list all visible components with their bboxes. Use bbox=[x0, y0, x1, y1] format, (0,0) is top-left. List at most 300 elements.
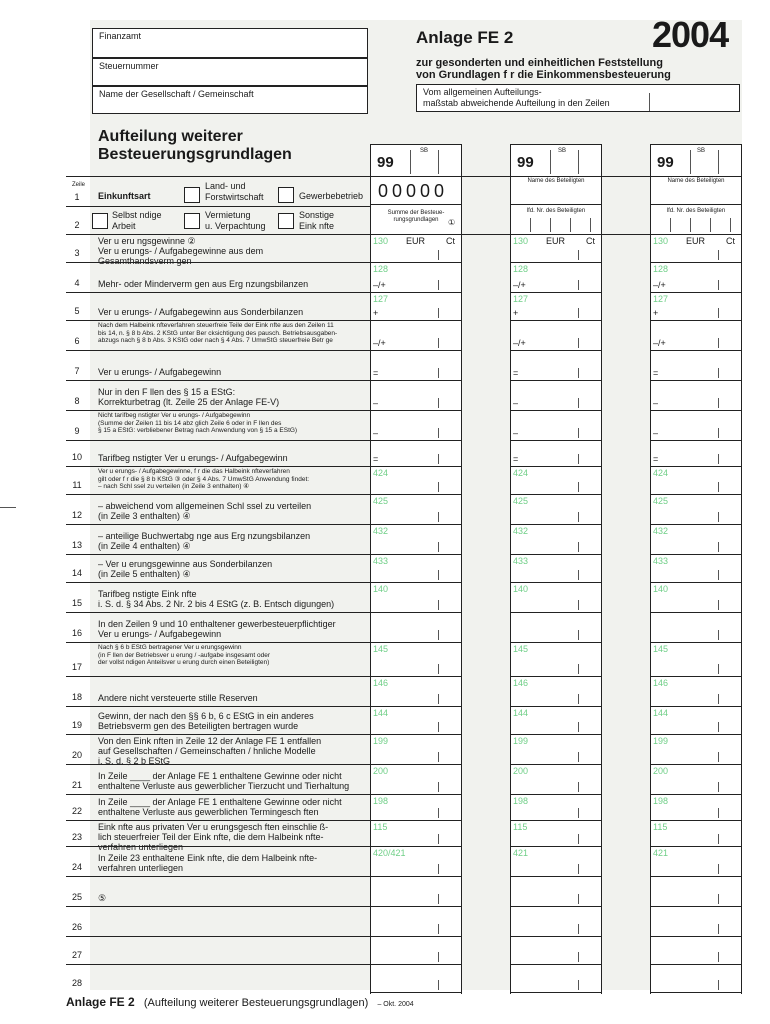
checkbox-selbstaendige[interactable] bbox=[92, 213, 108, 229]
field-code: 425 bbox=[653, 496, 669, 506]
row-number: 15 bbox=[71, 598, 82, 608]
row-label: – abweichend vom allgemeinen Schl ssel zu verteilen (in Zeile 3 enthalten) ④ bbox=[98, 501, 312, 521]
cent-divider bbox=[718, 512, 719, 522]
operator-symbol: = bbox=[653, 368, 659, 378]
currency-label: EUR bbox=[686, 236, 706, 246]
cent-divider bbox=[718, 428, 719, 438]
cent-divider bbox=[438, 338, 439, 348]
row-label: Nicht tarifbeg nstigter Ver u erungs- / Aufgabegewinn (Summe der Zeilen 11 bis 14 abz glich Zeile 6 oder in F llen des § 15 a EStG: verbliebener Betrag nach Anwendung von § 15 a EStG) bbox=[98, 412, 298, 434]
row-label: Eink nfte aus privaten Ver u erungsgesch ften einschlie ß- lich steuerfreier Teil der Eink nfte, die dem Halbeink nfte- verfahren unterliegen bbox=[98, 822, 329, 852]
field-code: 140 bbox=[653, 584, 669, 594]
cent-divider bbox=[438, 630, 439, 640]
field-code: 424 bbox=[373, 468, 389, 478]
cent-divider bbox=[718, 664, 719, 674]
row-number: 21 bbox=[71, 780, 82, 790]
cent-divider bbox=[718, 454, 719, 464]
cent-divider bbox=[438, 250, 439, 260]
cent-divider bbox=[438, 482, 439, 492]
cent-divider bbox=[718, 694, 719, 704]
cent-divider bbox=[718, 280, 719, 290]
field-code: 127 bbox=[373, 294, 389, 304]
operator-symbol: = bbox=[513, 454, 519, 464]
operator-symbol: – bbox=[513, 398, 519, 408]
operator-symbol: = bbox=[653, 454, 659, 464]
code-digits: 00000 bbox=[378, 181, 449, 201]
cent-divider bbox=[438, 280, 439, 290]
amount-input[interactable] bbox=[650, 964, 742, 992]
field-code: 421 bbox=[513, 848, 529, 858]
row-divider bbox=[66, 794, 370, 795]
field-code: 433 bbox=[653, 556, 669, 566]
amount-input[interactable] bbox=[370, 906, 462, 936]
row-number: 1 bbox=[74, 192, 80, 202]
cent-divider bbox=[438, 782, 439, 792]
row-number: 7 bbox=[74, 366, 80, 376]
row-label: – anteilige Buchwertabg nge aus Erg nzungsbilanzen (in Zeile 4 enthalten) ④ bbox=[98, 531, 311, 551]
code-99: 99 bbox=[657, 154, 674, 171]
field-code: 115 bbox=[653, 822, 668, 832]
cent-divider bbox=[578, 250, 579, 260]
row-number: 16 bbox=[71, 628, 82, 638]
row-number: 4 bbox=[74, 278, 80, 288]
amount-input[interactable] bbox=[510, 936, 602, 964]
cent-divider bbox=[438, 864, 439, 874]
operator-symbol: –/+ bbox=[653, 280, 666, 290]
row-divider bbox=[66, 876, 370, 877]
row-divider bbox=[66, 642, 370, 643]
field-code: 145 bbox=[653, 644, 669, 654]
field-code: 425 bbox=[513, 496, 529, 506]
option-selbstaendige: Selbst ndige Arbeit bbox=[112, 210, 162, 231]
row-divider bbox=[66, 734, 370, 735]
cent-divider bbox=[718, 752, 719, 762]
amount-input[interactable] bbox=[650, 936, 742, 964]
row-divider bbox=[66, 440, 370, 441]
amount-input[interactable] bbox=[650, 876, 742, 906]
field-code: 432 bbox=[653, 526, 669, 536]
operator-symbol: + bbox=[373, 308, 379, 318]
operator-symbol: = bbox=[373, 454, 379, 464]
row-label: Tarifbeg nstigter Ver u erungs- / Aufgabegewinn bbox=[98, 453, 288, 463]
field-code: 145 bbox=[513, 644, 529, 654]
code-99: 99 bbox=[377, 154, 394, 171]
field-code: 433 bbox=[513, 556, 529, 566]
field-code: 128 bbox=[653, 264, 669, 274]
cent-divider bbox=[438, 694, 439, 704]
row-divider bbox=[66, 764, 370, 765]
amount-input[interactable] bbox=[510, 876, 602, 906]
operator-symbol: = bbox=[373, 368, 379, 378]
row-number: 24 bbox=[71, 862, 82, 872]
operator-symbol: –/+ bbox=[373, 280, 386, 290]
row-number: 27 bbox=[71, 950, 82, 960]
field-code: 420/421 bbox=[373, 848, 406, 858]
cent-divider bbox=[718, 924, 719, 934]
cent-divider bbox=[578, 398, 579, 408]
row-divider bbox=[66, 906, 370, 907]
field-code: 198 bbox=[513, 796, 529, 806]
cent-divider bbox=[718, 782, 719, 792]
cent-divider bbox=[438, 952, 439, 962]
row-number: 28 bbox=[71, 978, 82, 988]
row-number: 20 bbox=[71, 750, 82, 760]
operator-symbol: + bbox=[653, 308, 659, 318]
cent-divider bbox=[718, 722, 719, 732]
field-code: 200 bbox=[513, 766, 529, 776]
cent-divider bbox=[578, 864, 579, 874]
lfd-label: lfd. Nr. des Beteiligten bbox=[526, 208, 586, 214]
row-number: 3 bbox=[74, 248, 80, 258]
row-label: In Zeile 23 enthaltene Eink nfte, die dem Halbeink nfte- verfahren unterliegen bbox=[98, 853, 318, 873]
row-divider bbox=[66, 466, 370, 467]
row-number: 19 bbox=[71, 720, 82, 730]
amount-input[interactable] bbox=[510, 380, 602, 410]
table-top-line bbox=[66, 176, 742, 177]
amount-input[interactable] bbox=[370, 380, 462, 410]
amount-input[interactable] bbox=[370, 350, 462, 380]
footer-date: – Okt. 2004 bbox=[377, 1001, 414, 1008]
row-label: Ver u erungs- / Aufgabegewinn bbox=[98, 367, 222, 377]
field-code: 115 bbox=[373, 822, 388, 832]
cent-label: Ct bbox=[446, 236, 455, 246]
row-divider bbox=[66, 524, 370, 525]
cent-divider bbox=[578, 782, 579, 792]
row-number: 11 bbox=[72, 480, 82, 490]
row-label: Ver u eru ngsgewinne ② Ver u erungs- / Aufgabegewinne aus dem Gesamthandsverm gen bbox=[98, 236, 264, 266]
cent-divider bbox=[578, 428, 579, 438]
cent-divider bbox=[438, 454, 439, 464]
row-number: 6 bbox=[74, 336, 80, 346]
currency-label: EUR bbox=[406, 236, 426, 246]
zeile-label: Zeile bbox=[72, 182, 86, 188]
cent-divider bbox=[438, 570, 439, 580]
form-subtitle: zur gesonderten und einheitlichen Feststellung von Grundlagen f r die Einkommensbesteuerung bbox=[416, 57, 671, 81]
row-divider bbox=[66, 350, 370, 351]
field-code: 146 bbox=[653, 678, 669, 688]
checkbox-sonstige[interactable] bbox=[278, 213, 294, 229]
option-gewerbebetrieb: Gewerbebetrieb bbox=[299, 191, 364, 201]
row-label: Tarifbeg nstigte Eink nfte i. S. d. § 34 Abs. 2 Nr. 2 bis 4 EStG (z. B. Entsch digungen) bbox=[98, 589, 335, 609]
footer-title: Anlage FE 2 bbox=[66, 995, 135, 1009]
cent-divider bbox=[578, 542, 579, 552]
field-code: 424 bbox=[653, 468, 669, 478]
einkunftsart-label: Einkunftsart bbox=[98, 191, 151, 201]
option-vermietung: Vermietung u. Verpachtung bbox=[205, 210, 266, 231]
row-number: 23 bbox=[71, 832, 82, 842]
cent-divider bbox=[718, 368, 719, 378]
cent-divider bbox=[438, 894, 439, 904]
row-number: 22 bbox=[71, 806, 82, 816]
cent-divider bbox=[578, 664, 579, 674]
row-label: Nur in den F llen des § 15 a EStG: Korrekturbetrag (lt. Zeile 25 der Anlage FE-V) bbox=[98, 387, 280, 407]
checkbox-gewerbebetrieb[interactable] bbox=[278, 187, 294, 203]
row-number: 2 bbox=[74, 220, 80, 230]
row-number: 18 bbox=[71, 692, 82, 702]
row-label: ⑤ bbox=[98, 893, 107, 903]
row-label: Von den Eink nften in Zeile 12 der Anlage FE 1 entfallen auf Gesellschaften / Gemeinschaften / hnliche Modelle i. S. d. § 2 b EStG bbox=[98, 736, 322, 766]
cent-divider bbox=[718, 398, 719, 408]
option-sonstige: Sonstige Eink nfte bbox=[299, 210, 335, 231]
cent-divider bbox=[438, 664, 439, 674]
cent-divider bbox=[578, 752, 579, 762]
amount-input[interactable] bbox=[510, 440, 602, 466]
row-number: 25 bbox=[71, 892, 82, 902]
cent-divider bbox=[578, 600, 579, 610]
row-divider bbox=[66, 964, 370, 965]
cent-divider bbox=[578, 338, 579, 348]
field-code: 198 bbox=[373, 796, 389, 806]
field-code: 424 bbox=[513, 468, 529, 478]
row-divider bbox=[66, 554, 370, 555]
row-divider bbox=[66, 936, 370, 937]
field-code: 199 bbox=[653, 736, 669, 746]
cent-divider bbox=[438, 600, 439, 610]
checkbox-land-forst[interactable] bbox=[184, 187, 200, 203]
cent-divider bbox=[438, 722, 439, 732]
amount-input[interactable] bbox=[370, 612, 462, 642]
option-land-forst: Land- und Forstwirtschaft bbox=[205, 181, 264, 202]
finanzamt-label: Finanzamt bbox=[99, 31, 142, 41]
field-code: 128 bbox=[513, 264, 529, 274]
operator-symbol: + bbox=[513, 308, 519, 318]
cent-divider bbox=[578, 694, 579, 704]
name-label: Name des Beteiligten bbox=[527, 178, 585, 184]
row-divider bbox=[66, 846, 370, 847]
row-label: Nach § 6 b EStG bertragener Ver u erungsgewinn (in F llen der Betriebsver u erung / -aufgabe insgesamt oder der vollst ndigen Anteilsver u erung durch einen Beteiligten) bbox=[98, 644, 270, 666]
cent-divider bbox=[578, 924, 579, 934]
footer-subtitle: (Aufteilung weiterer Besteuerungsgrundlagen) bbox=[143, 997, 369, 1009]
field-code: 127 bbox=[513, 294, 529, 304]
checkbox-vermietung[interactable] bbox=[184, 213, 200, 229]
row-label: In den Zeilen 9 und 10 enthaltener gewerbesteuerpflichtiger Ver u erungs- / Aufgabegewinn bbox=[98, 619, 336, 639]
row-number: 26 bbox=[71, 922, 82, 932]
field-code: 200 bbox=[653, 766, 669, 776]
row-label: – Ver u erungsgewinne aus Sonderbilanzen (in Zeile 5 enthalten) ④ bbox=[98, 559, 273, 579]
cent-divider bbox=[578, 454, 579, 464]
cent-divider bbox=[438, 924, 439, 934]
row-label: Andere nicht versteuerte stille Reserven bbox=[98, 693, 258, 703]
cent-divider bbox=[718, 952, 719, 962]
cent-divider bbox=[438, 542, 439, 552]
gesellschaft-label: Name der Gesellschaft / Gemeinschaft bbox=[99, 89, 254, 99]
amount-input[interactable] bbox=[650, 350, 742, 380]
amount-input[interactable] bbox=[370, 410, 462, 440]
row-label: Mehr- oder Minderverm gen aus Erg nzungsbilanzen bbox=[98, 279, 309, 289]
row-label: Ver u erungs- / Aufgabegewinn aus Sonderbilanzen bbox=[98, 307, 304, 317]
cent-divider bbox=[438, 752, 439, 762]
amount-input[interactable] bbox=[650, 380, 742, 410]
row-divider bbox=[370, 992, 462, 993]
col-top bbox=[510, 144, 602, 145]
cent-divider bbox=[578, 980, 579, 990]
row-number: 13 bbox=[71, 540, 82, 550]
operator-symbol: –/+ bbox=[513, 280, 526, 290]
steuernummer-label: Steuernummer bbox=[99, 61, 159, 71]
row-divider bbox=[66, 582, 370, 583]
form-title: Anlage FE 2 bbox=[416, 28, 514, 47]
currency-label: EUR bbox=[546, 236, 566, 246]
operator-symbol: – bbox=[653, 428, 659, 438]
row-label: Nach dem Halbeink nfteverfahren steuerfreie Teile der Eink nfte aus den Zeilen 11 bis 14, n. § 8 b Abs. 2 KStG unter Ber cksichtigung des pausch. Betriebsausgaben- abzugs nach § 8 b Abs. 3 KStG oder nach § 4 Abs. 7 UmwStG steuerfreie Betr ge bbox=[98, 322, 338, 344]
cent-divider bbox=[578, 630, 579, 640]
operator-symbol: – bbox=[653, 398, 659, 408]
cent-divider bbox=[438, 308, 439, 318]
cent-divider bbox=[718, 570, 719, 580]
cent-divider bbox=[438, 398, 439, 408]
operator-symbol: = bbox=[513, 368, 519, 378]
cent-divider bbox=[578, 808, 579, 818]
amount-input[interactable] bbox=[510, 906, 602, 936]
gesellschaft-field[interactable] bbox=[92, 86, 368, 114]
aufteilung-field[interactable] bbox=[416, 84, 740, 112]
row-divider bbox=[66, 706, 370, 707]
lfd-label: lfd. Nr. des Beteiligten bbox=[666, 208, 726, 214]
footer bbox=[66, 995, 414, 1009]
cent-divider bbox=[438, 512, 439, 522]
field-code: 140 bbox=[373, 584, 389, 594]
field-code: 115 bbox=[513, 822, 528, 832]
amount-input[interactable] bbox=[510, 612, 602, 642]
cent-divider bbox=[718, 600, 719, 610]
amount-input[interactable] bbox=[370, 876, 462, 906]
sb-label: SB bbox=[697, 148, 706, 154]
summe-label: Summe der Besteue- rungsgrundlagen bbox=[387, 210, 445, 223]
row-label: In Zeile ____ der Anlage FE 1 enthaltene Gewinne oder nicht enthaltene Verluste aus gewerblicher Tierzucht und Tierhaltung bbox=[98, 771, 350, 791]
row-number: 5 bbox=[74, 306, 80, 316]
cent-divider bbox=[578, 512, 579, 522]
field-code: 433 bbox=[373, 556, 389, 566]
field-code: 199 bbox=[373, 736, 389, 746]
row-divider bbox=[66, 320, 370, 321]
operator-symbol: – bbox=[373, 398, 379, 408]
operator-symbol: –/+ bbox=[513, 338, 526, 348]
cent-divider bbox=[438, 428, 439, 438]
row-number: 9 bbox=[74, 426, 80, 436]
row-divider bbox=[66, 262, 370, 263]
row-number: 10 bbox=[71, 452, 82, 462]
row-number: 12 bbox=[71, 510, 82, 520]
cent-label: Ct bbox=[586, 236, 595, 246]
cent-divider bbox=[438, 368, 439, 378]
cent-divider bbox=[718, 864, 719, 874]
amount-input[interactable] bbox=[650, 612, 742, 642]
field-divider bbox=[649, 93, 650, 111]
fold-mark bbox=[0, 507, 16, 508]
cent-divider bbox=[718, 808, 719, 818]
field-code: 200 bbox=[373, 766, 389, 776]
row-number: 14 bbox=[71, 568, 82, 578]
field-code: 144 bbox=[513, 708, 529, 718]
row-label: Gewinn, der nach den §§ 6 b, 6 c EStG in ein anderes Betriebsverm gen des Beteiligten bertragen wurde bbox=[98, 711, 314, 731]
cent-divider bbox=[578, 834, 579, 844]
row-label: In Zeile ____ der Anlage FE 1 enthaltene Gewinne oder nicht enthaltene Verluste aus gewerblichen Termingesch ften bbox=[98, 797, 342, 817]
row-divider bbox=[66, 612, 370, 613]
row-divider bbox=[66, 820, 370, 821]
field-code: 130 bbox=[513, 236, 529, 246]
amount-input[interactable] bbox=[370, 440, 462, 466]
field-code: 432 bbox=[513, 526, 529, 536]
field-code: 145 bbox=[373, 644, 389, 654]
amount-input[interactable] bbox=[510, 350, 602, 380]
amount-input[interactable] bbox=[650, 440, 742, 466]
field-code: 144 bbox=[373, 708, 389, 718]
operator-symbol: – bbox=[373, 428, 379, 438]
field-code: 128 bbox=[373, 264, 389, 274]
cent-divider bbox=[578, 894, 579, 904]
operator-symbol: – bbox=[513, 428, 519, 438]
row-divider bbox=[66, 380, 370, 381]
row-number: 17 bbox=[71, 662, 82, 672]
aufteilung-note: Vom allgemeinen Aufteilungs- maßstab abweichende Aufteilung in den Zeilen bbox=[423, 87, 610, 108]
cent-divider bbox=[438, 980, 439, 990]
row-divider bbox=[66, 676, 370, 677]
field-code: 198 bbox=[653, 796, 669, 806]
field-code: 140 bbox=[513, 584, 529, 594]
field-code: 421 bbox=[653, 848, 669, 858]
operator-symbol: –/+ bbox=[373, 338, 386, 348]
form-year: 2004 bbox=[652, 14, 729, 55]
field-code: 127 bbox=[653, 294, 669, 304]
cent-divider bbox=[578, 280, 579, 290]
col-top bbox=[650, 144, 742, 145]
sb-label: SB bbox=[558, 148, 567, 154]
row-divider bbox=[66, 292, 370, 293]
row-divider bbox=[66, 410, 370, 411]
field-code: 146 bbox=[513, 678, 529, 688]
cent-divider bbox=[578, 722, 579, 732]
field-code: 425 bbox=[373, 496, 389, 506]
summe-marker: ① bbox=[448, 218, 456, 227]
amount-input[interactable] bbox=[370, 936, 462, 964]
steuernummer-field[interactable] bbox=[92, 58, 368, 86]
amount-input[interactable] bbox=[510, 410, 602, 440]
cent-divider bbox=[718, 980, 719, 990]
cent-divider bbox=[718, 338, 719, 348]
row-divider bbox=[510, 992, 602, 993]
cent-divider bbox=[438, 834, 439, 844]
field-code: 130 bbox=[653, 236, 669, 246]
field-code: 146 bbox=[373, 678, 389, 688]
row-label: Ver u erungs- / Aufgabegewinne, f r die das Halbeink nfteverfahren gilt oder f r die § 8 b KStG ③ oder § 4 Abs. 7 UmwStG Anwendung findet: – nach Schl ssel zu verteilen (in Zeile 3 enthalten) ④ bbox=[98, 468, 310, 490]
col-top bbox=[370, 144, 462, 145]
cent-divider bbox=[578, 482, 579, 492]
name-label: Name des Beteiligten bbox=[667, 178, 725, 184]
cent-divider bbox=[578, 368, 579, 378]
cent-divider bbox=[578, 308, 579, 318]
field-code: 432 bbox=[373, 526, 389, 536]
cent-divider bbox=[718, 542, 719, 552]
cent-divider bbox=[578, 952, 579, 962]
field-code: 144 bbox=[653, 708, 669, 718]
field-code: 199 bbox=[513, 736, 529, 746]
sb-label: SB bbox=[420, 148, 429, 154]
row-divider bbox=[650, 992, 742, 993]
cent-divider bbox=[718, 630, 719, 640]
cent-divider bbox=[718, 308, 719, 318]
cent-divider bbox=[718, 250, 719, 260]
amount-input[interactable] bbox=[370, 964, 462, 992]
row-divider bbox=[66, 494, 370, 495]
row-number: 8 bbox=[74, 396, 80, 406]
field-code: 130 bbox=[373, 236, 389, 246]
amount-input[interactable] bbox=[650, 906, 742, 936]
cent-divider bbox=[438, 808, 439, 818]
finanzamt-field[interactable] bbox=[92, 28, 368, 58]
cent-divider bbox=[718, 894, 719, 904]
cent-divider bbox=[718, 482, 719, 492]
amount-input[interactable] bbox=[510, 964, 602, 992]
amount-input[interactable] bbox=[650, 410, 742, 440]
